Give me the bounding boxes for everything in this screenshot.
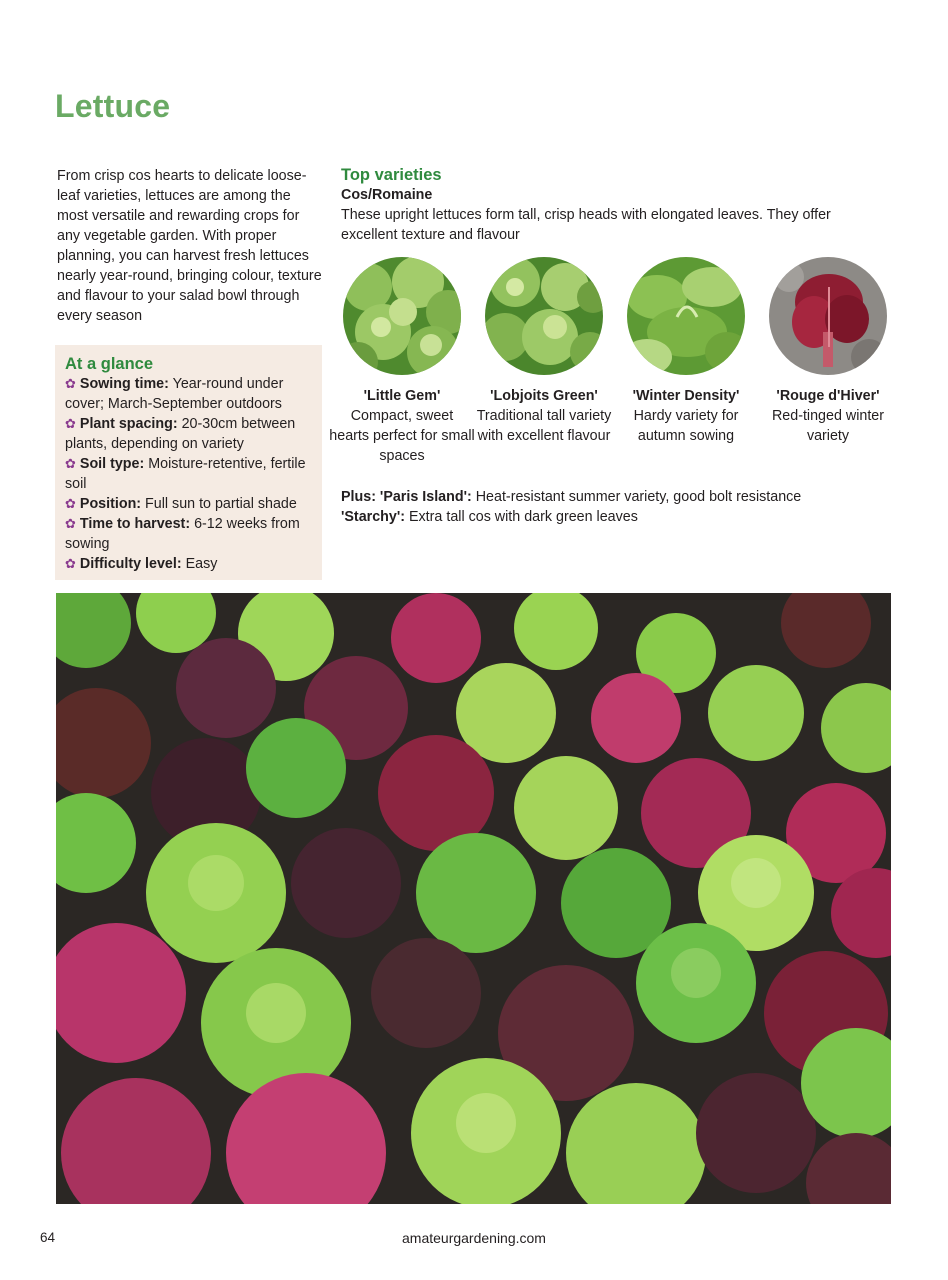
page-number: 64 [40,1230,56,1245]
top-varieties-heading: Top varieties [341,166,442,184]
variety-description: Hardy variety for autumn sowing [633,408,739,444]
flower-icon: ✿ [65,496,76,511]
variety-description: Compact, sweet hearts perfect for small spaces [329,408,475,464]
variety-name: 'Rouge d'Hiver' [776,388,880,404]
variety-photo [485,257,603,375]
cos-romaine-description: These upright lettuces form tall, crisp heads with elongated leaves. They offer excellent texture and flavour [341,207,831,243]
glance-item-soil: ✿ Soil type: Moisture-retentive, fertile soil [65,456,306,492]
flower-icon: ✿ [65,416,76,431]
variety-card [329,257,475,466]
flower-icon: ✿ [65,516,76,531]
variety-card [471,257,617,446]
glance-item-sowing: ✿ Sowing time: Year-round under cover; March-September outdoors [65,376,284,412]
variety-card [613,257,759,446]
variety-description: Red-tinged winter variety [771,408,885,444]
plus-line: Plus: 'Paris Island': Heat-resistant summer variety, good bolt resistance [341,489,802,505]
variety-photo [343,257,461,375]
top-varieties-section [341,165,871,245]
flower-icon: ✿ [65,556,76,571]
intro-paragraph: From crisp cos hearts to delicate loose-leaf varieties, lettuces are among the most versatile and rewarding crops for any vegetable garden. With proper planning, you can harvest fresh lettuces nearly year-round, bringing colour, texture and flavour to your salad bowl through every season [57,168,322,324]
page-title: Lettuce [55,88,171,124]
glance-item-difficulty: ✿ Difficulty level: Easy [65,556,218,572]
additional-varieties [341,487,901,527]
cos-romaine-subheading: Cos/Romaine [341,187,433,203]
flower-icon: ✿ [65,376,76,391]
glance-item-spacing: ✿ Plant spacing: 20-30cm between plants, depending on variety [65,416,296,452]
lettuce-bed-photo [56,593,891,1204]
glance-item-position: ✿ Position: Full sun to partial shade [65,496,297,512]
variety-name: 'Lobjoits Green' [490,388,598,404]
glance-heading: At a glance [65,355,154,373]
flower-icon: ✿ [65,456,76,471]
variety-description: Traditional tall variety with excellent flavour [476,408,612,444]
variety-card [755,257,901,446]
variety-name: 'Winter Density' [632,388,740,404]
website-footer: amateurgardening.com [402,1230,546,1246]
variety-photo [769,257,887,375]
glance-item-harvest: ✿ Time to harvest: 6-12 weeks from sowing [65,516,300,552]
starchy-line: 'Starchy': Extra tall cos with dark green leaves [341,509,638,525]
variety-photo [627,257,745,375]
variety-name: 'Little Gem' [363,388,441,404]
at-a-glance-box [55,345,322,580]
